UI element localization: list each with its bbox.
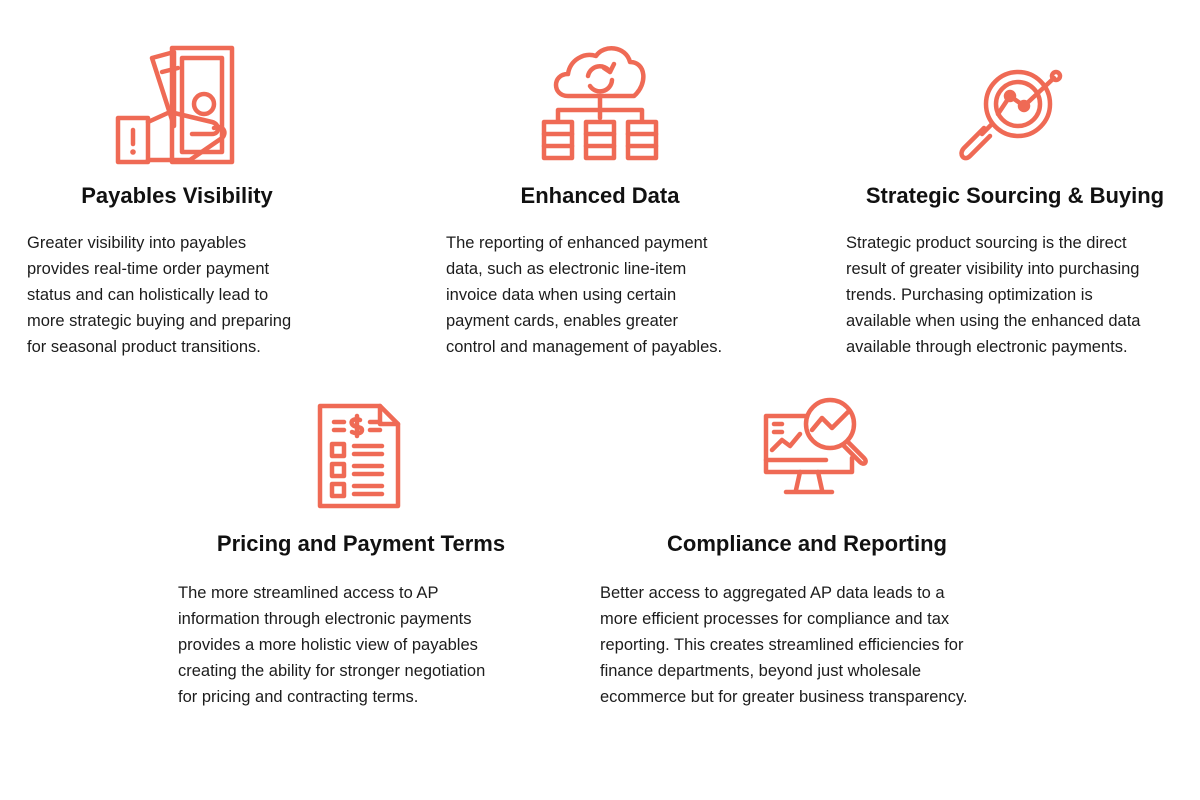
hand-money-icon <box>112 42 236 166</box>
card-description: The reporting of enhanced payment data, such as electronic line-item invoice data when using certain payment cards, enables greater control and management of payables. <box>446 234 723 356</box>
card-title: Compliance and Reporting <box>667 531 947 556</box>
cloud-data-icon <box>538 40 662 164</box>
card-title: Pricing and Payment Terms <box>216 531 506 556</box>
card-description: The more streamlined access to AP information through electronic payments provides a more holistic view of payables creating the ability for stronger negotiation for pricing and contracting terms. <box>178 584 486 706</box>
card-description: Greater visibility into payables provides real-time order payment status and can holistically lead to more strategic buying and preparing for seasonal product transitions. <box>27 234 292 356</box>
invoice-document-icon <box>316 402 402 510</box>
card-description: Strategic product sourcing is the direct result of greater visibility into purchasing trends. Purchasing optimization is available when using the enhanced data available through electronic payments. <box>846 234 1141 356</box>
monitor-analytics-icon <box>760 394 872 498</box>
magnifier-chart-icon <box>952 66 1066 168</box>
card-description: Better access to aggregated AP data leads to a more efficient processes for compliance and tax reporting. This creates streamlined efficiencies for finance departments, beyond just wholesale ecommerce but for greater business transparency. <box>600 584 968 706</box>
card-title: Payables Visibility <box>81 183 273 208</box>
card-title: Strategic Sourcing & Buying <box>865 183 1165 208</box>
card-title: Enhanced Data <box>520 183 680 208</box>
